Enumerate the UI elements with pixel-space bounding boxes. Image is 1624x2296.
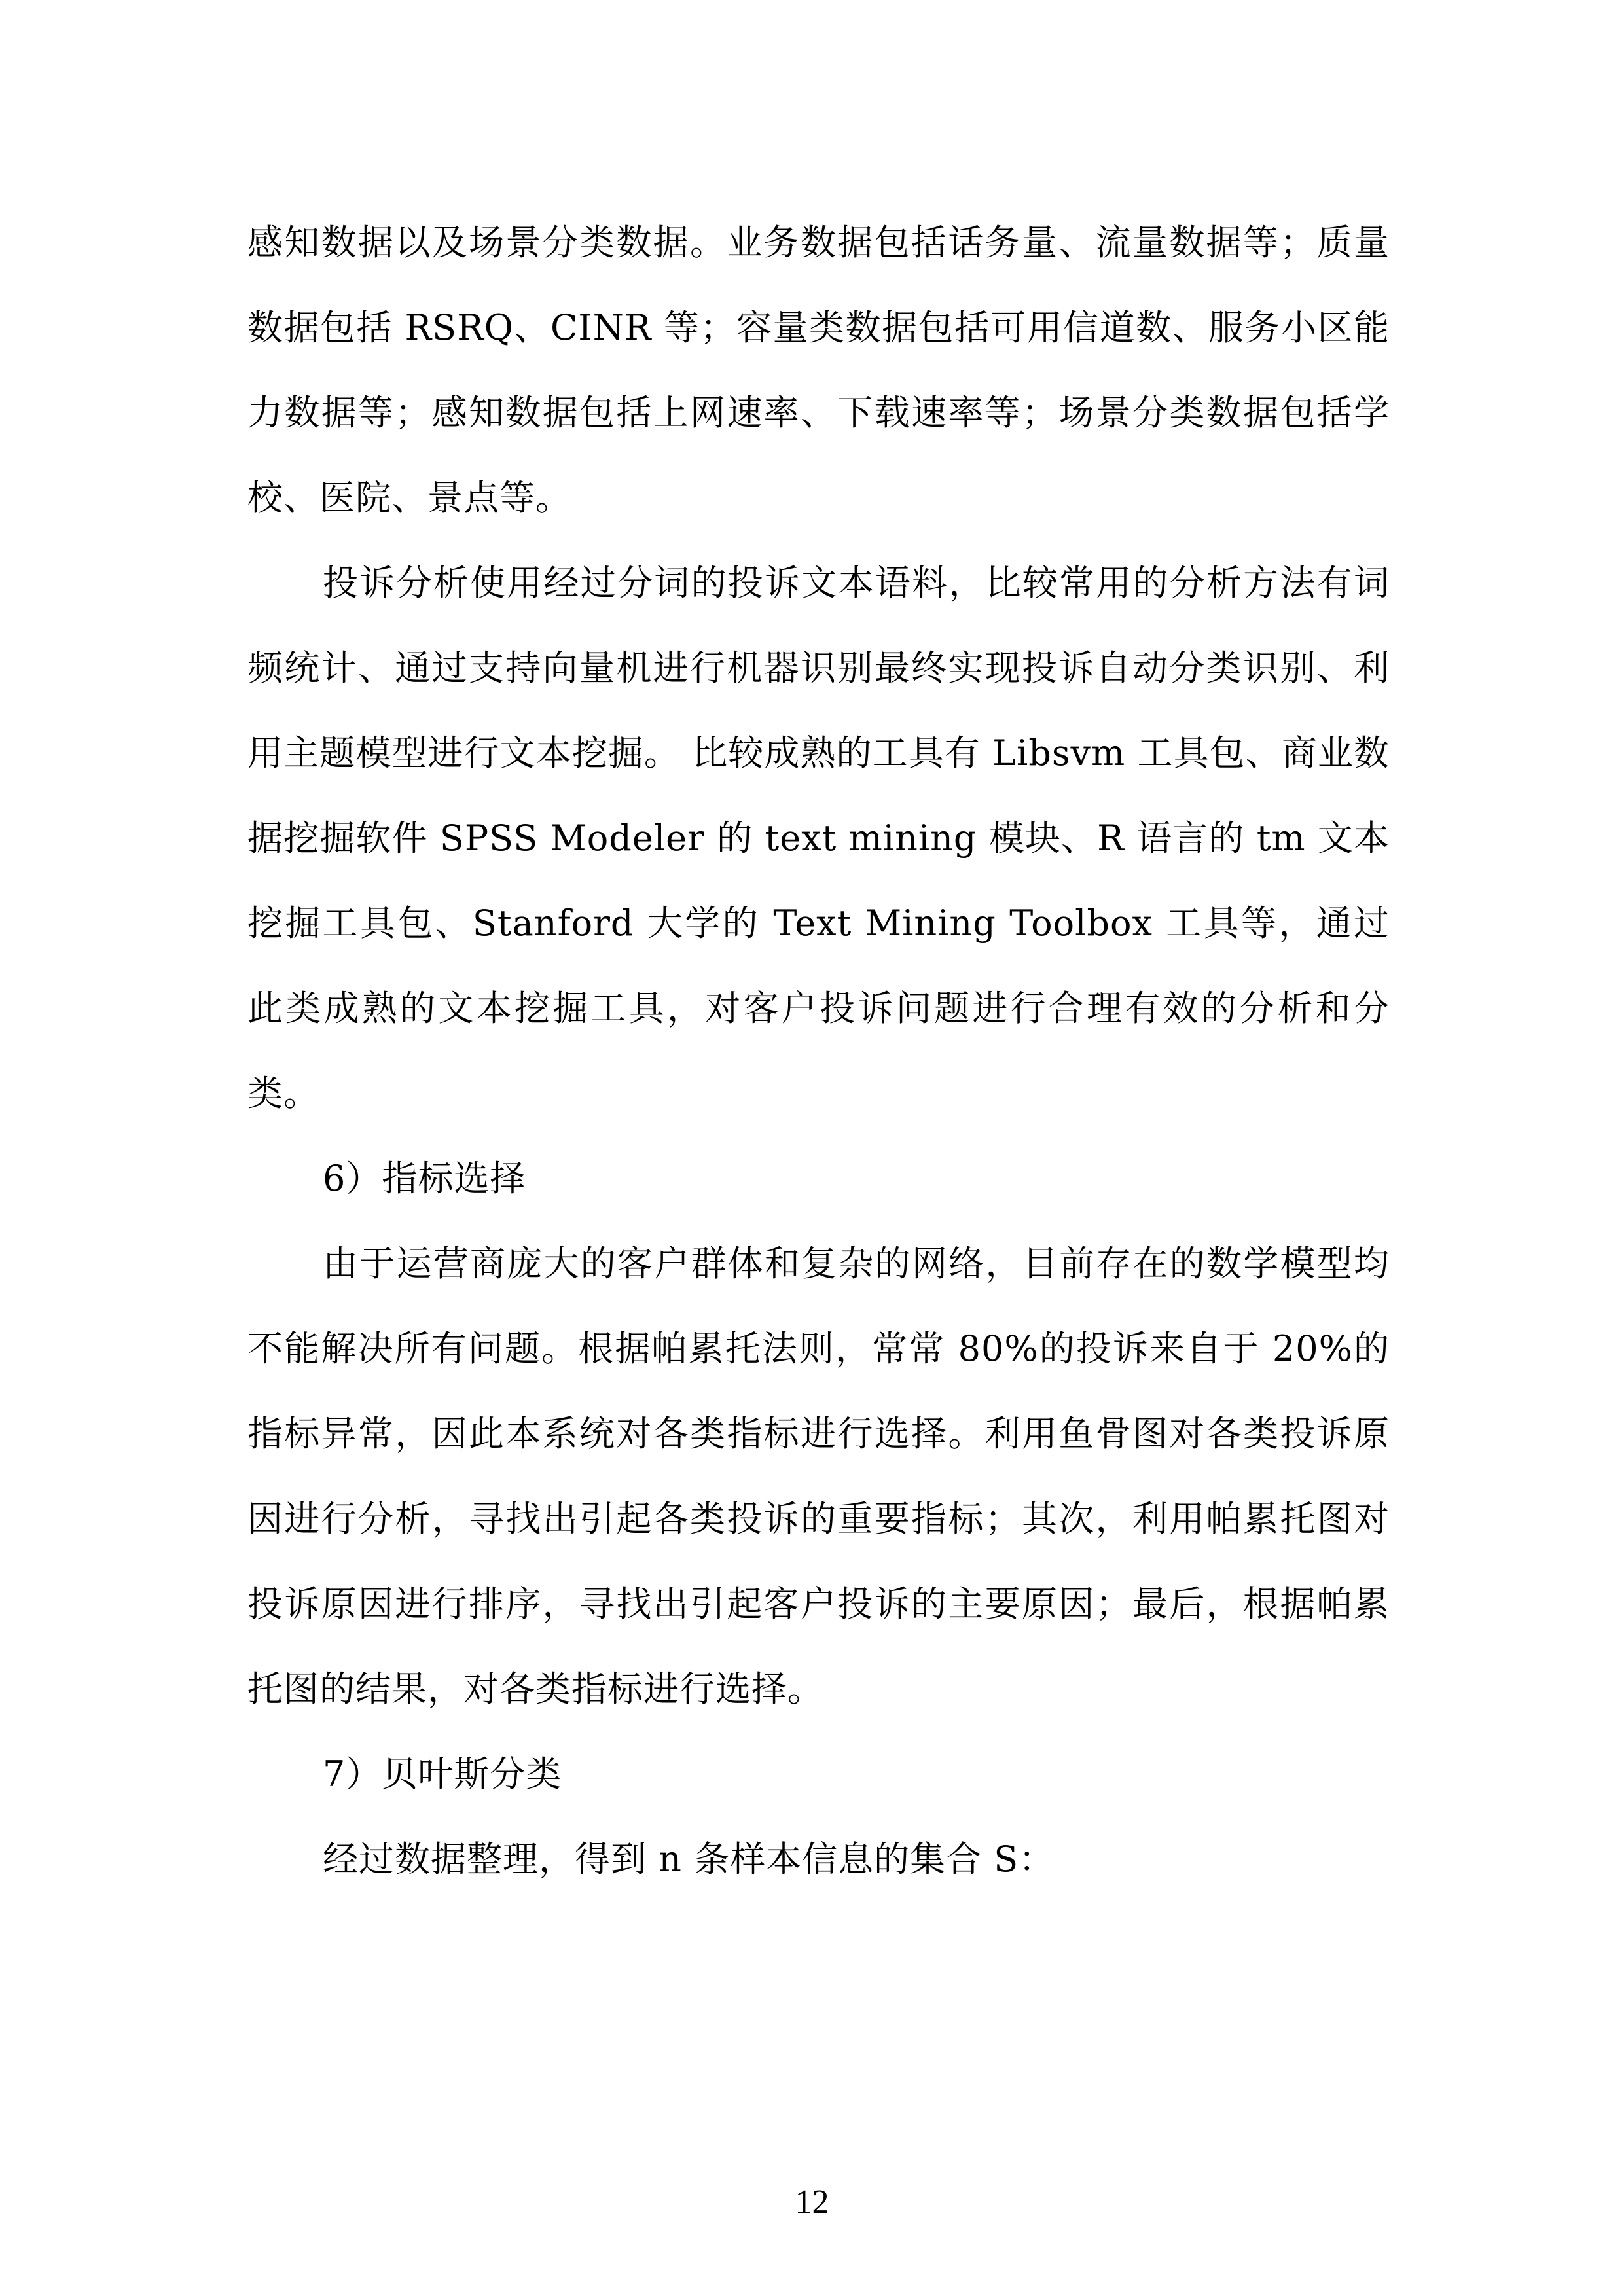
page-number: 12 <box>795 2183 829 2221</box>
paragraph-indicator-selection: 由于运营商庞大的客户群体和复杂的网络，目前存在的数学模型均不能解决所有问题。根据帕累托法则，常常 80%的投诉来自于 20%的指标异常，因此本系统对各类指标进行选择。利用鱼骨图对各类投诉原因进行分析，寻找出引起各类投诉的重要指标；其次，利用帕累托图对投诉原因进行排序，寻找出引起客户投诉的主要原因；最后，根据帕累托图的结果，对各类指标进行选择。 <box>247 1243 1390 1710</box>
paragraph-data-categories: 感知数据以及场景分类数据。业务数据包括话务量、流量数据等；质量数据包括 RSRQ、CINR 等；容量类数据包括可用信道数、服务小区能力数据等；感知数据包括上网速率、下载速率等；场景分类数据包括学校、医院、景点等。 <box>247 222 1390 518</box>
section-heading-bayes-classification: 7）贝叶斯分类 <box>323 1753 562 1795</box>
section-heading-indicator-selection: 6）指标选择 <box>323 1158 526 1199</box>
paragraph-bayes-classification: 经过数据整理，得到 n 条样本信息的集合 S： <box>323 1839 1055 1880</box>
paragraph-complaint-analysis: 投诉分析使用经过分词的投诉文本语料，比较常用的分析方法有词频统计、通过支持向量机进行机器识别最终实现投诉自动分类识别、利用主题模型进行文本挖掘。 比较成熟的工具有 Libsvm 工具包、商业数据挖掘软件 SPSS Modeler 的 text mining 模块、R 语言的 tm 文本挖掘工具包、Stanford 大学的 Text Mining Toolbox 工具等，通过此类成熟的文本挖掘工具，对客户投诉问题进行合理有效的分析和分类。 <box>247 562 1390 1114</box>
document-body <box>247 200 1390 1902</box>
